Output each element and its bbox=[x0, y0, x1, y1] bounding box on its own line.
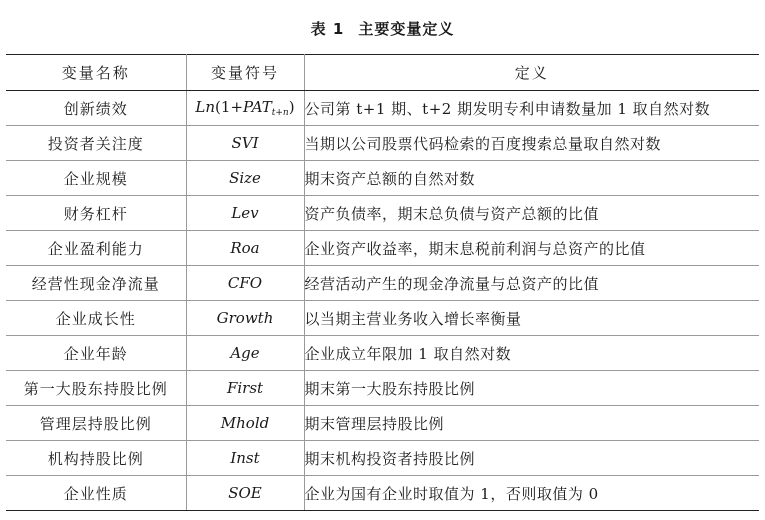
variable-symbol: SVI bbox=[186, 126, 304, 161]
table-title: 主要变量定义 bbox=[358, 20, 455, 38]
symbol-subscript: t+n bbox=[271, 108, 289, 118]
table-row bbox=[6, 126, 759, 161]
symbol-paren-open: (1+ bbox=[215, 98, 244, 116]
variable-symbol: Inst bbox=[186, 441, 304, 476]
variable-name: 企业年龄 bbox=[6, 336, 186, 371]
variable-symbol: Age bbox=[186, 336, 304, 371]
table-row bbox=[6, 336, 759, 371]
table-row bbox=[6, 196, 759, 231]
variable-definition: 公司第 t+1 期、t+2 期发明专利申请数量加 1 取自然对数 bbox=[304, 91, 759, 126]
variable-symbol: Roa bbox=[186, 231, 304, 266]
header-variable-symbol: 变量符号 bbox=[186, 55, 304, 91]
variable-definition: 企业资产收益率，期末息税前利润与总资产的比值 bbox=[304, 231, 759, 266]
table-row bbox=[6, 476, 759, 511]
table-row bbox=[6, 301, 759, 336]
variable-definition-table bbox=[6, 54, 759, 511]
header-definition: 定义 bbox=[304, 55, 759, 91]
variable-symbol: Lev bbox=[186, 196, 304, 231]
variable-name: 企业成长性 bbox=[6, 301, 186, 336]
variable-symbol bbox=[186, 91, 304, 126]
variable-symbol: Size bbox=[186, 161, 304, 196]
variable-name: 企业性质 bbox=[6, 476, 186, 511]
variable-name: 机构持股比例 bbox=[6, 441, 186, 476]
table-row bbox=[6, 231, 759, 266]
variable-definition: 当期以公司股票代码检索的百度搜索总量取自然对数 bbox=[304, 126, 759, 161]
variable-name: 企业盈利能力 bbox=[6, 231, 186, 266]
table-row bbox=[6, 441, 759, 476]
variable-symbol: First bbox=[186, 371, 304, 406]
variable-definition: 企业为国有企业时取值为 1，否则取值为 0 bbox=[304, 476, 759, 511]
table-row bbox=[6, 406, 759, 441]
table-header-row bbox=[6, 55, 759, 91]
symbol-pat: PAT bbox=[243, 98, 272, 116]
table-caption bbox=[0, 18, 765, 39]
variable-name: 经营性现金净流量 bbox=[6, 266, 186, 301]
symbol-paren-close: ) bbox=[288, 98, 295, 116]
variable-symbol: Growth bbox=[186, 301, 304, 336]
variable-definition: 期末管理层持股比例 bbox=[304, 406, 759, 441]
variable-name: 管理层持股比例 bbox=[6, 406, 186, 441]
variable-symbol: Mhold bbox=[186, 406, 304, 441]
variable-symbol: SOE bbox=[186, 476, 304, 511]
variable-definition: 以当期主营业务收入增长率衡量 bbox=[304, 301, 759, 336]
variable-definition: 经营活动产生的现金净流量与总资产的比值 bbox=[304, 266, 759, 301]
variable-definition: 资产负债率，期末总负债与资产总额的比值 bbox=[304, 196, 759, 231]
variable-name: 企业规模 bbox=[6, 161, 186, 196]
variable-definition: 期末资产总额的自然对数 bbox=[304, 161, 759, 196]
variable-name: 财务杠杆 bbox=[6, 196, 186, 231]
variable-definition: 期末机构投资者持股比例 bbox=[304, 441, 759, 476]
table-row bbox=[6, 266, 759, 301]
variable-name: 第一大股东持股比例 bbox=[6, 371, 186, 406]
table-row bbox=[6, 371, 759, 406]
table-number: 表 1 bbox=[310, 20, 345, 38]
table-row bbox=[6, 161, 759, 196]
header-variable-name: 变量名称 bbox=[6, 55, 186, 91]
variable-symbol: CFO bbox=[186, 266, 304, 301]
symbol-ln: Ln bbox=[195, 98, 216, 116]
variable-name: 创新绩效 bbox=[6, 91, 186, 126]
variable-name: 投资者关注度 bbox=[6, 126, 186, 161]
table-row bbox=[6, 91, 759, 126]
variable-definition: 企业成立年限加 1 取自然对数 bbox=[304, 336, 759, 371]
variable-definition: 期末第一大股东持股比例 bbox=[304, 371, 759, 406]
